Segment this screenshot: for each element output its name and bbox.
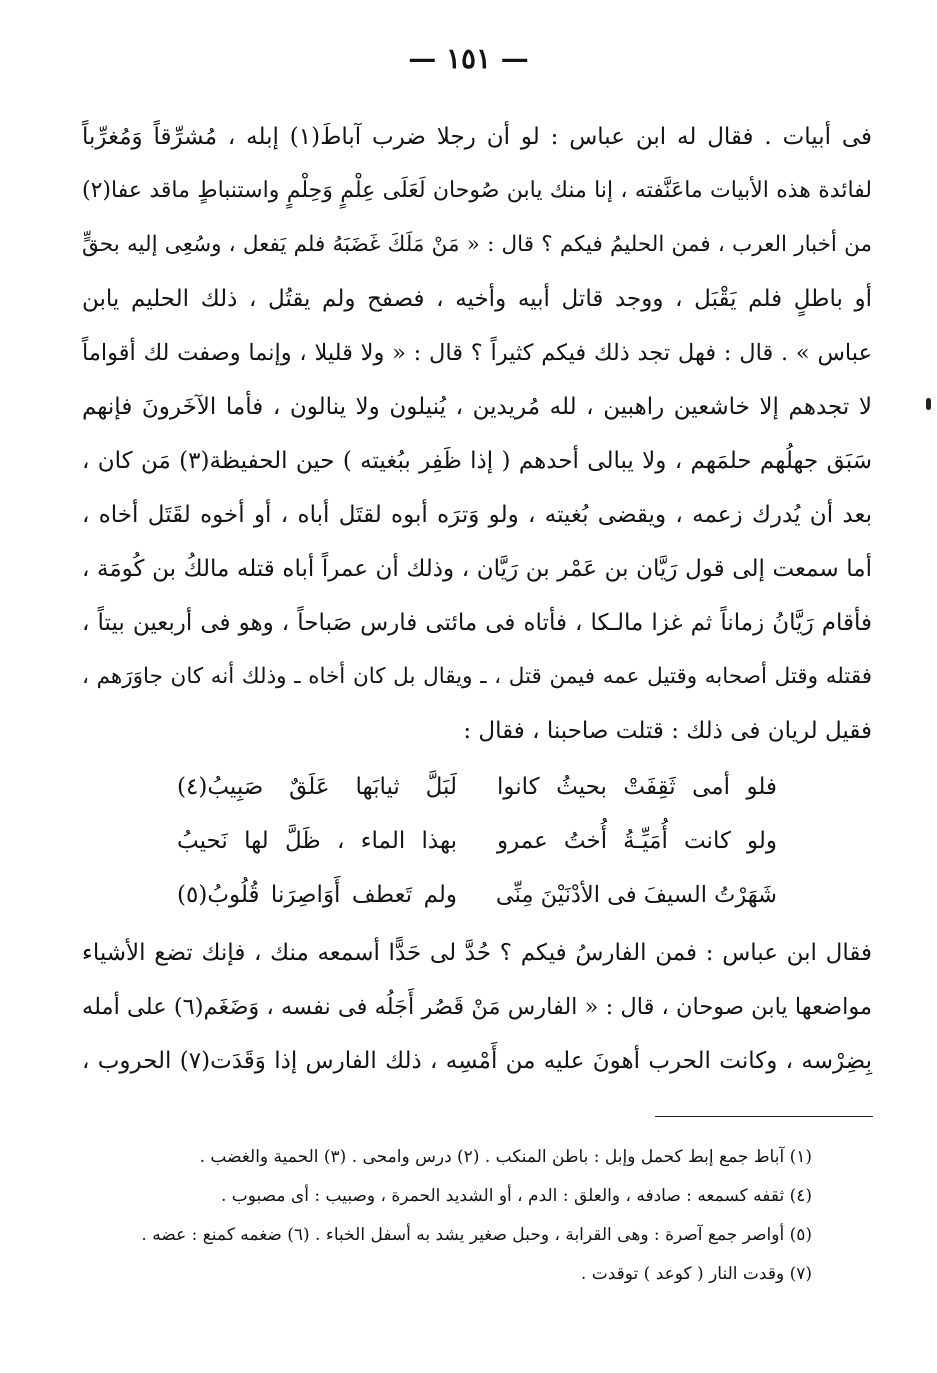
- footnote-line: (٧) وقدت النار ( كوعد ) توقدت .: [580, 1264, 812, 1284]
- poem-verse: [177, 760, 777, 814]
- text-line: بِضِرْسه ، وكانت الحرب أهونَ عليه من أَمْسِه ، ذلك الفارس إذا وَقَدَت(٧) الحروب ،: [82, 1048, 872, 1074]
- poem-first-hemistich: فلو أمى ثَقِفَتْ بحيثُ كانوا: [497, 774, 777, 800]
- text-line: لا تجدهم إلا خاشعين راهبين ، لله مُريدين ، يُنيلون ولا ينالون ، فأما الآخَرونَ فإنهم: [82, 394, 872, 420]
- text-line: لفائدة هذه الأبيات ماعَنَّفته ، إنا منك يابن صُوحان لَعَلَى عِلْمٍ وَحِلْمٍ واستنباطٍ ماقد عفا(٢): [82, 178, 872, 203]
- poem: [177, 760, 777, 922]
- text-line: فقال ابن عباس : فمن الفارسُ فيكم ؟ حُدَّ لى حَدًّا أسمعه منك ، فإنك تضع الأشياء: [82, 940, 872, 966]
- footnote-divider: [655, 1116, 873, 1117]
- footnote-line: (٤) ثقفه كسمعه : صادفه ، والعلق : الدم ، أو الشديد الحمرة ، وصبيب : أى مصبوب .: [220, 1186, 812, 1206]
- text-line: عباس » . قال : فهل تجد ذلك فيكم كثيراً ؟ قال : « ولا قليلا ، وإنما وصفت لك أقواماً: [82, 340, 872, 366]
- footnotes: [110, 1138, 812, 1294]
- paragraph-2: [82, 926, 872, 1088]
- text-line: سَبَق جهلُهم حلمَهم ، ولا يبالى أحدهم ( إذا ظَفِر ببُغيته ) حين الحفيظة(٣) مَن كان ،: [82, 448, 872, 474]
- poem-first-hemistich: ولو كانت أُمَيِّـةُ أُختُ عمرو: [497, 828, 777, 854]
- text-line: فقيل لريان فى ذلك : قتلت صاحبنا ، فقال :: [463, 718, 872, 744]
- text-line: من أخبار العرب ، فمن الحليمُ فيكم ؟ قال : « مَنْ مَلَكَ غَضَبَهُ فلم يَفعل ، وسُعِى إليه بحقٍّ: [82, 232, 872, 257]
- poem-verse: [177, 814, 777, 868]
- text-line: أما سمعت إلى قول رَيَّان بن عَمْر بن رَيَّان ، وذلك أن عمراً أباه قتله مالكُ بن كُومَة ،: [82, 556, 873, 582]
- main-text: [82, 110, 872, 1088]
- text-line: فأقام رَيَّانُ زماناً ثم غزا مالـكا ، فأتاه فى مائتى فارس صَباحاً ، وهو فى أربعين بيتاً ،: [82, 610, 872, 636]
- text-line: مواضعها يابن صوحان ، قال : « الفارس مَنْ قَصُر أَجَلُه فى نفسه ، وَضَغَم(٦) على أمله: [82, 994, 873, 1020]
- margin-mark: [926, 398, 931, 410]
- text-line: بعد أن يُدرك زعمه ، ويقضى بُغيته ، ولو وَترَه أبوه لقتَل أباه ، أو أخوه لقَتَل أخاه ،: [82, 502, 872, 528]
- text-line: أو باطلٍ فلم يَقْبَل ، ووجد قاتل أبيه وأخيه ، فصفح ولم يقتُل ، ذلك الحليم يابن: [82, 286, 872, 312]
- page-number: — ١٥١ —: [408, 42, 529, 75]
- poem-first-hemistich: شَهَرْتُ السيفَ فى الأدْنَيْنَ مِنِّى: [495, 882, 777, 908]
- poem-second-hemistich: ولم تَعطف أَوَاصِرَنا قُلُوبُ(٥): [177, 882, 457, 908]
- text-line: فقتله وقتل أصحابه وقتيل عمه فيمن قتل ، ـ ويقال بل كان أخاه ـ وذلك أنه كان جاوَرَهم ،: [82, 664, 872, 689]
- paragraph-1: [82, 110, 872, 758]
- footnote-line: (٥) أواصر جمع آصرة : وهى القرابة ، وحبل صغير يشد به أسفل الخباء . (٦) ضغمه كمنع : عضه .: [141, 1225, 812, 1245]
- footnote-line: (١) آباط جمع إبط كحمل وإبل : باطن المنكب . (٢) درس وامحى . (٣) الحمية والغضب .: [199, 1147, 812, 1167]
- poem-second-hemistich: بهذا الماء ، ظَلَّ لها نَحيبُ: [177, 828, 457, 854]
- poem-second-hemistich: لَبَلَّ ثيابَها عَلَقٌ صَبِيبُ(٤): [177, 774, 457, 800]
- poem-verse: [177, 868, 777, 922]
- text-line: فى أبيات . فقال له ابن عباس : لو أن رجلا ضرب آباطَ(١) إبله ، مُشرِّقاً وَمُغرِّباً: [82, 124, 873, 150]
